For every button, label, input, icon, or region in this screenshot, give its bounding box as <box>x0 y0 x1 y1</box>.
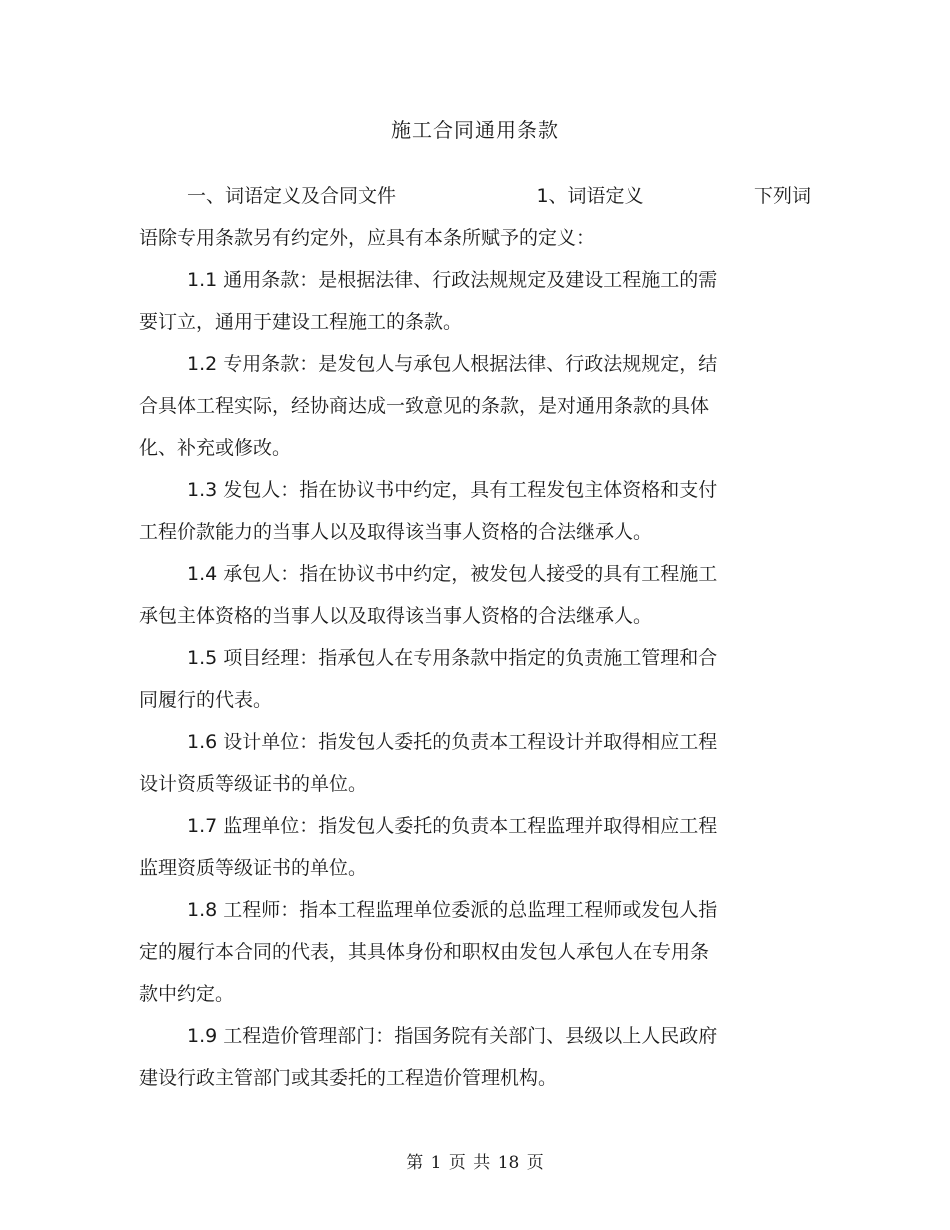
clause-line: 要订立，通用于建设工程施工的条款。 <box>139 311 463 333</box>
clause-first-line: 1.6 设计单位：指发包人委托的负责本工程设计并取得相应工程 <box>187 731 718 753</box>
clause-line: 款中约定。 <box>139 983 235 1005</box>
clause-first-line: 1.1 通用条款：是根据法律、行政法规规定及建设工程施工的需 <box>187 269 718 291</box>
subsection-heading: 1、词语定义 <box>536 185 644 207</box>
clause-first-line: 1.4 承包人：指在协议书中约定，被发包人接受的具有工程施工 <box>187 563 718 585</box>
clause-first-line: 1.7 监理单位：指发包人委托的负责本工程监理并取得相应工程 <box>187 815 718 837</box>
clause-line: 合具体工程实际，经协商达成一致意见的条款，是对通用条款的具体 <box>139 395 710 417</box>
clause-line: 建设行政主管部门或其委托的工程造价管理机构。 <box>139 1067 558 1089</box>
clause-paragraph <box>139 343 811 469</box>
clause-line: 工程价款能力的当事人以及取得该当事人资格的合法继承人。 <box>139 521 653 543</box>
clause-line: 承包主体资格的当事人以及取得该当事人资格的合法继承人。 <box>139 605 653 627</box>
clause-list <box>139 259 811 1099</box>
intro-paragraph <box>139 175 811 259</box>
document-body <box>139 175 811 1099</box>
clause-paragraph <box>139 805 811 889</box>
clause-line: 设计资质等级证书的单位。 <box>139 773 368 795</box>
section-heading: 一、词语定义及合同文件 <box>187 185 397 207</box>
page-number: 第 1 页 共 18 页 <box>406 1153 544 1173</box>
clause-line: 监理资质等级证书的单位。 <box>139 857 368 879</box>
clause-paragraph <box>139 469 811 553</box>
clause-line: 同履行的代表。 <box>139 689 273 711</box>
clause-paragraph <box>139 553 811 637</box>
clause-paragraph <box>139 721 811 805</box>
intro-heading-line <box>139 175 811 217</box>
clause-first-line: 1.5 项目经理：指承包人在专用条款中指定的负责施工管理和合 <box>187 647 718 669</box>
intro-lead-text: 下列词 <box>753 185 811 207</box>
clause-first-line: 1.2 专用条款：是发包人与承包人根据法律、行政法规规定，结 <box>187 353 718 375</box>
clause-paragraph <box>139 259 811 343</box>
page-title: 施工合同通用条款 <box>391 118 559 142</box>
clause-first-line: 1.3 发包人：指在协议书中约定，具有工程发包主体资格和支付 <box>187 479 718 501</box>
intro-continuation: 语除专用条款另有约定外，应具有本条所赋予的定义： <box>139 227 596 249</box>
clause-first-line: 1.8 工程师：指本工程监理单位委派的总监理工程师或发包人指 <box>187 899 718 921</box>
clause-line: 化、补充或修改。 <box>139 437 292 459</box>
clause-paragraph <box>139 637 811 721</box>
clause-paragraph <box>139 889 811 1015</box>
clause-line: 定的履行本合同的代表，其具体身份和职权由发包人承包人在专用条 <box>139 941 710 963</box>
clause-first-line: 1.9 工程造价管理部门：指国务院有关部门、县级以上人民政府 <box>187 1025 718 1047</box>
clause-paragraph <box>139 1015 811 1099</box>
